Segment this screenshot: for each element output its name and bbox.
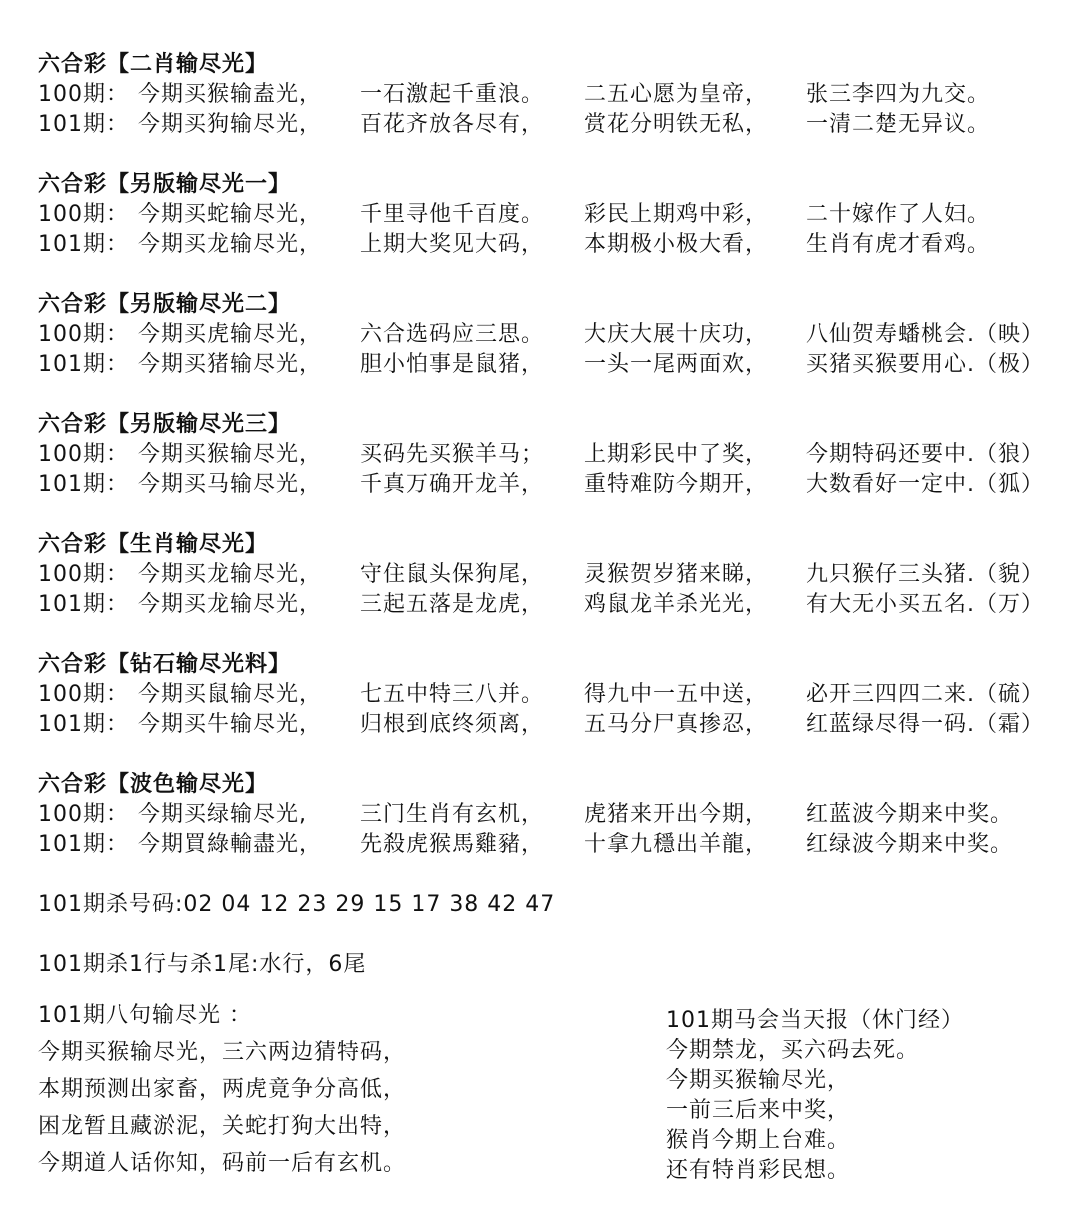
verse-part: 今期买虎输尽光，: [138, 322, 323, 347]
period-row: [38, 680, 1074, 710]
section-heading: 六合彩【钻石输尽光料】: [38, 652, 292, 677]
period-label: 101期：: [38, 232, 129, 257]
section-7: [38, 770, 1074, 860]
period-row: [38, 560, 1074, 590]
verse-part: 六合选码应三思。: [360, 322, 545, 347]
eight-line: 今期道人话你知，码前一后有玄机。: [38, 1151, 407, 1176]
verse-part: 重特难防今期开，: [584, 472, 769, 497]
verse-part: 守住鼠头保狗尾，: [360, 562, 545, 587]
verse-part: 上期彩民中了奖，: [584, 442, 769, 467]
verse-part: 必开三四四二来.（硫）: [806, 682, 1044, 707]
period-label: 100期：: [38, 682, 129, 707]
verse-part: 买猪买猴要用心.（极）: [806, 352, 1044, 377]
period-label: 101期：: [38, 112, 129, 137]
verse-part: 今期买绿输尽光,: [138, 802, 307, 827]
section-heading: 六合彩【另版输尽光一】: [38, 172, 292, 197]
verse-part: 鸡鼠龙羊杀光光，: [584, 592, 769, 617]
period-row: [38, 230, 1074, 260]
horse-report-line: 猴肖今期上台难。: [666, 1128, 851, 1153]
eight-line: 今期买猴输尽光，三六两边猜特码，: [38, 1040, 407, 1065]
verse-part: 虎猪来开出今期，: [584, 802, 769, 827]
verse-part: 九只猴仔三头猪.（貌）: [806, 562, 1044, 587]
verse-part: 一头一尾两面欢，: [584, 352, 769, 377]
period-label: 101期：: [38, 352, 129, 377]
verse-part: 彩民上期鸡中彩，: [584, 202, 769, 227]
period-label: 101期：: [38, 592, 129, 617]
eight-line: 本期预测出家畜，两虎竟争分高低，: [38, 1077, 407, 1102]
verse-part: 今期特码还要中.（狼）: [806, 442, 1044, 467]
section-4: [38, 410, 1074, 500]
verse-part: 七五中特三八并。: [360, 682, 545, 707]
horse-report-title: 101期马会当天报（休门经）: [666, 1008, 964, 1033]
verse-part: 十拿九穩出羊龍，: [584, 832, 769, 857]
section-5: [38, 530, 1074, 620]
verse-part: 二五心愿为皇帝，: [584, 82, 769, 107]
verse-part: 赏花分明铁无私，: [584, 112, 769, 137]
verse-part: 千真万确开龙羊，: [360, 472, 545, 497]
verse-part: 买码先买猴羊马；: [360, 442, 545, 467]
verse-part: 先殺虎猴馬雞豬，: [360, 832, 545, 857]
verse-part: 今期买牛输尽光，: [138, 712, 323, 737]
section-heading: 六合彩【生肖输尽光】: [38, 532, 269, 557]
verse-part: 一石激起千重浪。: [360, 82, 545, 107]
verse-part: 大庆大展十庆功，: [584, 322, 769, 347]
section-heading: 六合彩【另版输尽光三】: [38, 412, 292, 437]
verse-part: 有大无小买五名.（万）: [806, 592, 1044, 617]
verse-part: 八仙贺寿蟠桃会.（映）: [806, 322, 1044, 347]
eight-line: 困龙暂且藏淤泥，关蛇打狗大出特，: [38, 1114, 407, 1139]
verse-part: 今期买猴输尽光，: [138, 442, 323, 467]
verse-part: 今期买猪输尽光，: [138, 352, 323, 377]
period-label: 100期：: [38, 562, 129, 587]
period-row: [38, 80, 1074, 110]
section-1: [38, 50, 1074, 140]
verse-part: 本期极小极大看，: [584, 232, 769, 257]
kill-line-tail: 101期杀1行与杀1尾:水行，6尾: [38, 952, 367, 977]
period-row: [38, 710, 1074, 740]
horse-report-line: 还有特肖彩民想。: [666, 1158, 851, 1183]
verse-part: 今期买龙输尽光，: [138, 232, 323, 257]
horse-report-line: 一前三后来中奖，: [666, 1098, 851, 1123]
section-3: [38, 290, 1074, 380]
verse-part: 三门生肖有玄机，: [360, 802, 545, 827]
verse-part: 上期大奖见大码，: [360, 232, 545, 257]
verse-part: 一清二楚无异议。: [806, 112, 991, 137]
verse-part: 张三李四为九交。: [806, 82, 991, 107]
verse-part: 胆小怕事是鼠猪，: [360, 352, 545, 377]
verse-part: 今期買綠輸盡光，: [138, 832, 323, 857]
verse-part: 千里寻他千百度。: [360, 202, 545, 227]
period-row: [38, 440, 1074, 470]
verse-part: 红蓝绿尽得一码.（霜）: [806, 712, 1044, 737]
verse-part: 今期买鼠输尽光，: [138, 682, 323, 707]
verse-part: 今期买龙输尽光，: [138, 592, 323, 617]
period-row: [38, 830, 1074, 860]
verse-part: 今期买龙输尽光，: [138, 562, 323, 587]
horse-report-line: 今期买猴输尽光，: [666, 1068, 851, 1093]
period-label: 100期：: [38, 442, 129, 467]
verse-part: 灵猴贺岁猪来睇，: [584, 562, 769, 587]
period-row: [38, 470, 1074, 500]
eight-lines-body: [38, 1034, 406, 1182]
period-row: [38, 590, 1074, 620]
verse-part: 大数看好一定中.（狐）: [806, 472, 1044, 497]
section-6: [38, 650, 1074, 740]
verse-part: 二十嫁作了人妇。: [806, 202, 991, 227]
section-2: [38, 170, 1074, 260]
period-label: 100期：: [38, 202, 129, 227]
verse-part: 红绿波今期来中奖。: [806, 832, 1014, 857]
period-label: 101期：: [38, 712, 129, 737]
verse-part: 红蓝波今期来中奖。: [806, 802, 1014, 827]
verse-part: 今期买马输尽光，: [138, 472, 323, 497]
kill-numbers: 101期杀号码:02 04 12 23 29 15 17 38 42 47: [38, 892, 556, 917]
verse-part: 今期买猴输盍光，: [138, 82, 323, 107]
horse-report-line: 今期禁龙，买六码去死。: [666, 1038, 920, 1063]
period-row: [38, 200, 1074, 230]
section-heading: 六合彩【另版输尽光二】: [38, 292, 292, 317]
period-label: 100期：: [38, 322, 129, 347]
period-label: 100期：: [38, 82, 129, 107]
verse-part: 五马分尸真掺忍，: [584, 712, 769, 737]
verse-part: 今期买狗输尽光，: [138, 112, 323, 137]
verse-part: 百花齐放各尽有，: [360, 112, 545, 137]
period-label: 101期：: [38, 472, 129, 497]
section-heading: 六合彩【波色输尽光】: [38, 772, 269, 797]
period-row: [38, 350, 1074, 380]
section-heading: 六合彩【二肖输尽光】: [38, 52, 269, 77]
period-label: 101期：: [38, 832, 129, 857]
period-row: [38, 110, 1074, 140]
period-row: [38, 800, 1074, 830]
period-label: 100期：: [38, 802, 129, 827]
period-row: [38, 320, 1074, 350]
verse-part: 三起五落是龙虎，: [360, 592, 545, 617]
verse-part: 归根到底终须离，: [360, 712, 545, 737]
verse-part: 生肖有虎才看鸡。: [806, 232, 991, 257]
verse-part: 今期买蛇输尽光，: [138, 202, 323, 227]
eight-lines-title: 101期八句输尽光 ：: [38, 1003, 252, 1028]
verse-part: 得九中一五中送，: [584, 682, 769, 707]
horse-report: [666, 1006, 964, 1186]
